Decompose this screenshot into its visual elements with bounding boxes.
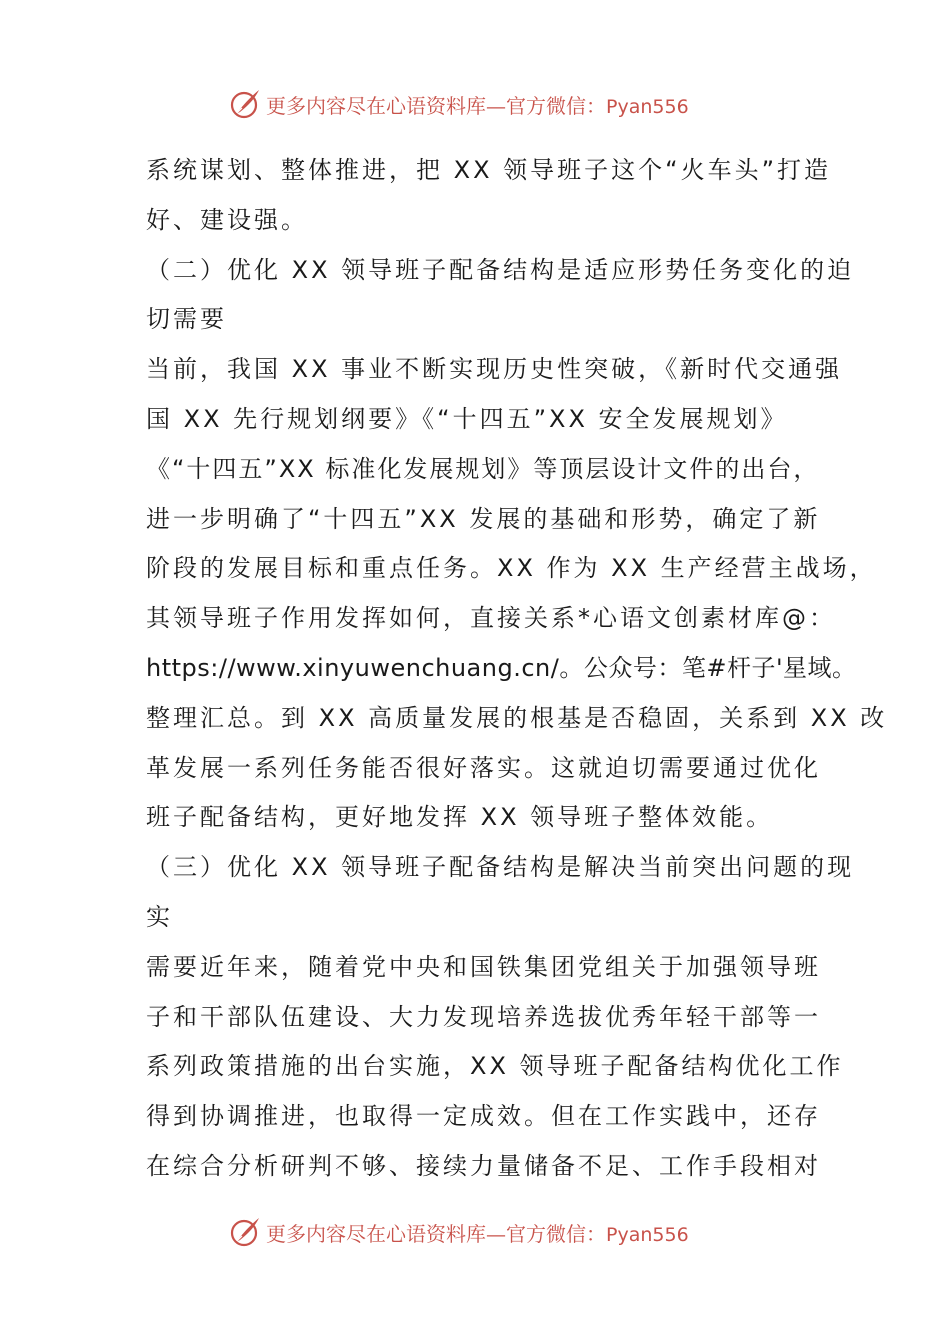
body-line: 当前，我国 XX 事业不断实现历史性突破，《新时代交通强 [146,355,843,384]
header-watermark [228,84,689,124]
watermark-label: 更多内容尽在心语资料库—官方微信： [266,93,606,118]
body-line: 得到协调推进，也取得一定成效。但在工作实践中，还存 [146,1102,821,1131]
body-line: 系列政策措施的出台实施，XX 领导班子配备结构优化工作 [146,1052,844,1081]
body-line: 进一步明确了“十四五”XX 发展的基础和形势，确定了新 [146,504,821,533]
body-line: 阶段的发展目标和重点任务。XX 作为 XX 生产经营主战场， [146,554,877,583]
watermark-wechat-id: Pyan556 [606,1223,689,1246]
section-heading-line: 切需要 [146,305,227,334]
body-line: 国 XX 先行规划纲要》《“十四五”XX 安全发展规划》 [146,404,788,433]
section-heading-line: （三）优化 XX 领导班子配备结构是解决当前突出问题的现 [146,853,855,882]
body-line: 好、建设强。 [146,205,308,234]
body-line: 革发展一系列任务能否很好落实。这就迫切需要通过优化 [146,753,821,782]
document-body [146,146,888,1192]
quill-pen-circle-icon [228,87,262,121]
section-heading-line: 实 [146,902,173,931]
watermark-text [266,90,689,119]
body-line: 子和干部队伍建设、大力发现培养选拔优秀年轻干部等一 [146,1002,821,1031]
section-heading-line: （二）优化 XX 领导班子配备结构是适应形势任务变化的迫 [146,255,855,284]
body-line: 需要近年来，随着党中央和国铁集团党组关于加强领导班 [146,952,821,981]
body-line: 在综合分析研判不够、接续力量储备不足、工作手段相对 [146,1151,821,1180]
body-line-url: https://www.xinyuwenchuang.cn/。公众号：笔#杆子'星域。 [146,653,857,682]
body-line: 其领导班子作用发挥如何，直接关系*心语文创素材库@： [146,604,836,633]
quill-pen-circle-icon [228,1215,262,1249]
watermark-text [266,1218,689,1247]
watermark-wechat-id: Pyan556 [606,95,689,118]
body-line: 系统谋划、整体推进，把 XX 领导班子这个“火车头”打造 [146,156,832,184]
body-line: 班子配备结构，更好地发挥 XX 领导班子整体效能。 [146,803,774,832]
body-line: 《“十四五”XX 标准化发展规划》等顶层设计文件的出台， [146,454,820,483]
watermark-label: 更多内容尽在心语资料库—官方微信： [266,1221,606,1246]
footer-watermark [228,1212,689,1252]
body-line: 整理汇总。到 XX 高质量发展的根基是否稳固，关系到 XX 改 [146,703,888,732]
